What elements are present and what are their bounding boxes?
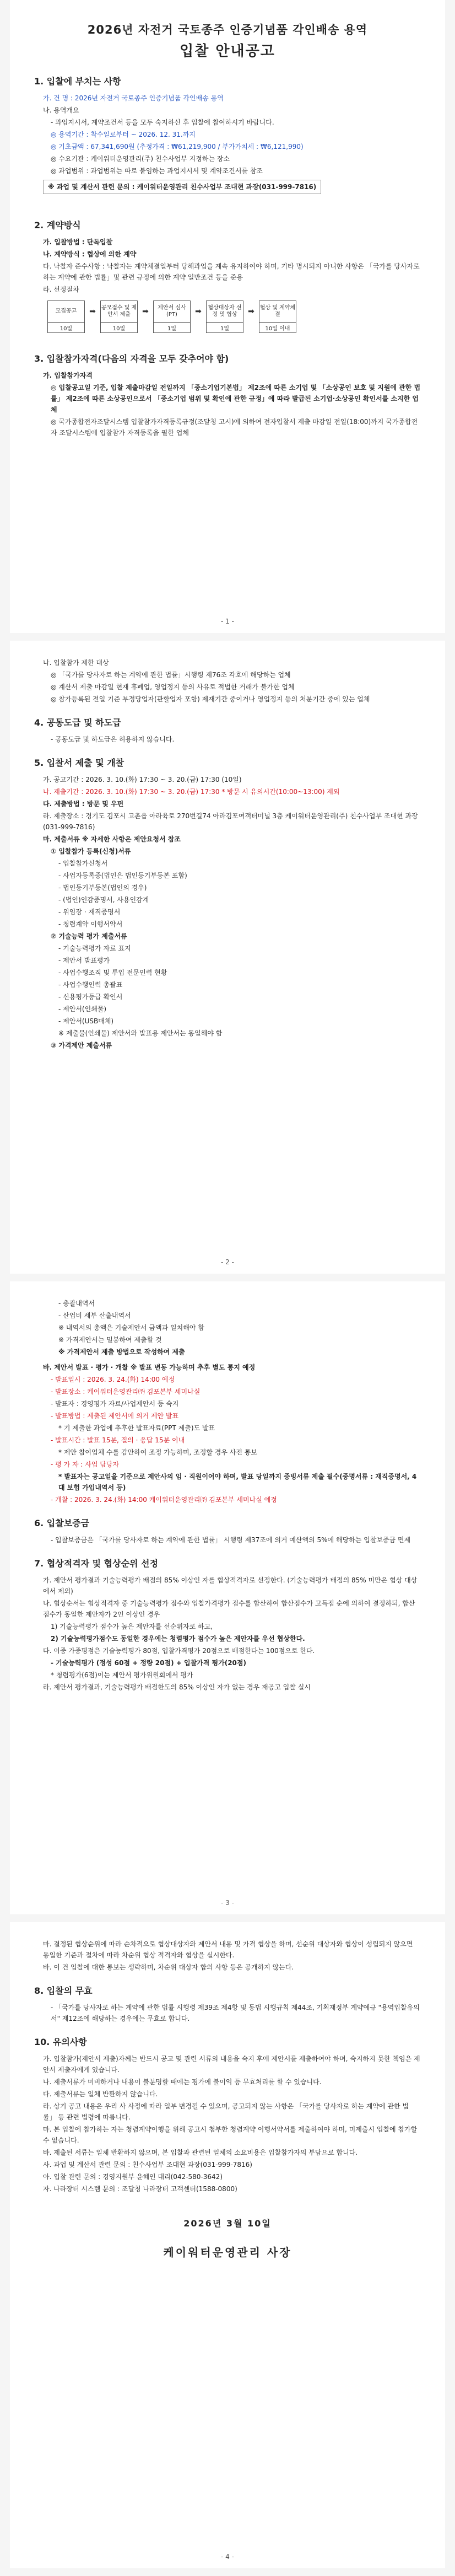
s3-item-a: 가. 입찰참가자격 [43, 372, 93, 379]
list-item: - 청렴계약 이행서약서 [58, 920, 123, 928]
section-7-heading: 7. 협상적격자 및 협상순위 선정 [34, 1558, 158, 1569]
page-number: - 2 - [221, 1258, 234, 1266]
s7-item-b2: 2) 기술능력평가점수도 동일한 경우에는 청렴평가 점수가 높은 제안자를 우선 협상한다. [51, 1635, 305, 1643]
arrow-right-icon: ➡ [248, 307, 254, 316]
s7-item-c: 다. 이중 가중평점은 기술능력평가 80점, 입찰가격평가 20점으로 배점한다는 100점으로 한다. [43, 1647, 315, 1655]
list-item: - 개찰 : 2026. 3. 24.(화) 14:00 케이워터운영관리㈜ 김포본부 세미나실 예정 [51, 1496, 277, 1504]
note-text: ※ 내역서의 총액은 기술제안서 금액과 일치해야 함 [58, 1324, 204, 1332]
document-page-3 [10, 1281, 445, 1914]
section-10-heading: 10. 유의사항 [34, 2037, 87, 2047]
s7-item-c2: * 청렴평가(6점)이는 제안서 평가위원회에서 평가 [51, 1671, 193, 1679]
section-2-heading: 2. 계약방식 [34, 220, 81, 230]
list-item: - (법인)인감증명서, 사용인감계 [58, 896, 149, 904]
s3-item-b3: ◎ 참가등록된 전일 기준 부정당업자(관할업자 포함) 제재기간 중이거나 영업정지 등의 처분기간 중에 있는 업체 [51, 695, 370, 703]
s1-item-a: 가. 건 명 : 2026년 자전거 국토종주 인증기념품 각인배송 용역 [43, 94, 224, 102]
list-item: - 발표시간 : 발표 15분, 질의 · 응답 15분 이내 [51, 1436, 185, 1444]
s1-item-b: 나. 용역개요 [43, 106, 79, 114]
selection-flowchart [47, 300, 421, 333]
document-page-4 [10, 1922, 445, 2568]
flow-step-4: 협상대상자 선정 및 협상 1일 [206, 300, 243, 333]
s5-e3-heading: ③ 가격제안 제출서류 [51, 1042, 112, 1049]
s7-item-a: 가. 제안서 평가결과 기술능력평가 배점의 85% 이상인 자를 협상적격자로 선정한다. (기술능력평가 배점의 85% 미만은 협상 대상에서 제외) [43, 1576, 418, 1595]
list-item: 가. 입찰참가(제안서 제출)자께는 반드시 공고 및 관련 서류의 내용을 숙지 후에 제안서를 제출하여야 하며, 숙지하지 못한 책임은 제안서 제출자에게 있습니다. [43, 2055, 420, 2074]
s1-item-b3: ◎ 기초금액 : 67,341,690원 (추정가격 : ₩61,219,900 / 부가가치세 : ₩6,121,990) [51, 143, 304, 151]
s7-item-d: 라. 제안서 평가결과, 기술능력평가 배점한도의 85% 이상인 자가 없는 경우 재공고 입찰 실시 [43, 1683, 311, 1691]
s2-item-c: 다. 낙찰자 준수사항 : 낙찰자는 계약체결일부터 당해과업을 계속 유지하여야 하며, 기타 명시되지 아니한 사항은 「국가를 당사자로 하는 계약에 관한 법률」및 관련 규정에 의한 계약 일반조건 등을 준용 [43, 262, 420, 281]
s7-item-c1: - 기술능력평가 (정성 60점 + 정량 20점) + 입찰가격 평가(20점) [51, 1659, 246, 1667]
s3-item-b1: ◎ 「국가를 당사자로 하는 계약에 관한 법률」시행령 제76조 각호에 해당하는 업체 [51, 671, 291, 679]
s5-item-d: 라. 제출장소 : 경기도 김포시 고촌읍 아라육로 270번길74 아라김포여객터미널 3층 케이워터운영관리(주) 친수사업부 조대현 과장(031-999-7816) [43, 812, 418, 831]
s7-item-b1: 1) 기술능력평가 점수가 높은 제안자를 선순위자로 하고, [51, 1623, 213, 1630]
issuer-name: 케이워터운영관리 사장 [163, 2246, 292, 2259]
s7-item-b: 나. 협상순서는 협상적격자 중 기술능력평가 점수와 입찰가격평가 점수를 합산하여 합산점수가 고득점 순에 의하여 결정하되, 합산점수가 동일한 제안자가 2인 이상인 경우 [43, 1600, 415, 1618]
flow-step-2: 공모접수 및 제안서 제출 10일 [100, 300, 138, 333]
list-item: 바. 제출된 서류는 일체 반환하지 않으며, 본 입찰과 관련된 일체의 소요비용은 입찰참가자의 부담으로 합니다. [43, 2149, 358, 2156]
document-subtitle: 입찰 안내공고 [180, 43, 275, 60]
s1-item-b4: ◎ 수요기관 : 케이워터운영관리(주) 친수사업부 지정하는 장소 [51, 155, 230, 163]
s7-item-f: 바. 이 건 입찰에 대한 통보는 생략하며, 차순위 대상자 합의 사항 등은 공개하지 않는다. [43, 1963, 294, 1971]
arrow-right-icon: ➡ [195, 307, 202, 316]
document-page-2 [10, 641, 445, 1274]
list-item: * 기 제출한 과업에 추후한 발표자료(PPT 제출)도 발표 [58, 1424, 215, 1432]
note-text: ※ 제출물(인쇄물) 제안서와 발표용 제안서는 동일해야 함 [58, 1029, 223, 1037]
s8-item-a: - 「국가를 당사자로 하는 계약에 관한 법률 시행령 제39조 제4항 및 동법 시행규칙 제44조, 기획재정부 계약예규 "용역입찰유의서" 제12조에 해당하는 경우에는 무효로 합니다. [51, 2004, 420, 2022]
s3-item-b2: ◎ 계산서 제출 마감일 현재 휴폐업, 영업정지 등의 사유로 적법한 거래가 불가한 업체 [51, 683, 295, 691]
list-item: - 발표장소 : 케이워터운영관리㈜ 김포본부 세미나실 [51, 1388, 201, 1396]
page-number: - 3 - [221, 1899, 234, 1907]
list-item: 사. 과업 및 계산서 관련 문의 : 친수사업부 조대현 과장(031-999-7816) [43, 2161, 252, 2169]
section-8-heading: 8. 입찰의 무효 [34, 1985, 93, 1996]
section-1-heading: 1. 입찰에 부치는 사항 [34, 76, 121, 87]
list-item: - 제안서(인쇄물) [58, 1005, 107, 1013]
s5-item-e: 마. 제출서류 ※ 자세한 사항은 제안요청서 참조 [43, 835, 181, 843]
section-6-heading: 6. 입찰보증금 [34, 1518, 90, 1528]
list-item: - 입찰참가신청서 [58, 860, 108, 867]
list-item: - 발표자 : 경영평가 자료/사업제안서 등 숙지 [51, 1400, 179, 1408]
list-item: - 총괄내역서 [58, 1300, 95, 1307]
s5-item-a: 가. 공고기간 : 2026. 3. 10.(화) 17:30 ~ 3. 20.(금) 17:30 (10일) [43, 776, 242, 783]
arrow-right-icon: ➡ [89, 307, 96, 316]
s7-item-e: 마. 결정된 협상순위에 따라 순차적으로 협상대상자와 제안서 내용 및 가격 협상을 하며, 선순위 대상자와 협상이 성립되지 않으면 동일한 기준과 절차에 따라 차순위 협상 적격자와 협상을 실시한다. [43, 1940, 413, 1959]
list-item: 아. 입찰 관련 문의 : 경영지원부 윤혜인 대리(042-580-3642) [43, 2173, 223, 2181]
note-text: ※ 가격제안서 제출 방법으로 작성하여 제출 [58, 1348, 185, 1356]
list-item: - 제안서 발표평가 [58, 957, 110, 964]
announcement-date: 2026년 3월 10일 [183, 2218, 272, 2229]
list-item: - 산업비 세부 산출내역서 [58, 1312, 131, 1319]
s2-item-a: 가. 입찰방법 : 단독입찰 [43, 238, 113, 246]
list-item: - 발표방법 : 제출된 제안서에 의거 제안 발표 [51, 1412, 179, 1420]
list-item: 라. 상기 공고 내용은 우리 사 사정에 따라 일부 변경될 수 있으며, 공고되지 않는 사항은 「국가를 당사자로 하는 계약에 관한 법률」 등 관련 법령에 따릅니다. [43, 2102, 409, 2121]
s3-item-b: 나. 입찰참가 제한 대상 [43, 659, 109, 667]
list-item: - 법인등기부등본(법인의 경우) [58, 884, 147, 892]
list-item: - 발표일시 : 2026. 3. 24.(화) 14:00 예정 [51, 1376, 175, 1383]
s1-item-b5: ◎ 과업범위 : 과업범위는 따로 붙임하는 과업지시서 및 계약조건서를 참조 [51, 167, 263, 175]
list-item: 다. 제출서류는 일체 반환하지 않습니다. [43, 2090, 158, 2098]
list-item: - 사업수행인력 총괄표 [58, 981, 123, 989]
s5-e1-heading: ① 입찰참가 등록(신청)서류 [51, 847, 131, 855]
section-5-heading: 5. 입찰서 제출 및 개찰 [34, 758, 124, 768]
list-item: * 발표자는 공고일을 기준으로 제안사의 임 · 직원이어야 하며, 발표 당일까지 증빙서류 제출 필수(중명서류 : 재직증명서, 4대 보험 가입내역서 등) [58, 1473, 417, 1491]
note-text: ※ 가격제안서는 밀봉하여 제출할 것 [58, 1336, 162, 1344]
list-item: - 신용평가등급 확인서 [58, 993, 123, 1001]
document-page-1 [10, 0, 445, 633]
s3-item-a2: ◎ 국가종합전자조달시스템 입찰참가자격등록규정(조달청 고시)에 의하여 전자입찰서 제출 마감일 전일(18:00)까지 국가종합전자 조달시스템에 입찰참가 자격등록을 필한 업체 [51, 418, 418, 437]
s1-contact-box: ※ 과업 및 계산서 관련 문의 : 케이워터운영관리 친수사업부 조대현 과장(031-999-7816) [43, 180, 321, 194]
s1-item-b1: - 과업지시서, 계약조건서 등을 모두 숙지하신 후 입찰에 참여하시기 바랍니다. [51, 119, 274, 126]
list-item: - 위임장 · 재직증명서 [58, 908, 121, 916]
list-item: - 사업자등록증(법인은 법인등기부등본 포함) [58, 872, 187, 879]
section-3-heading: 3. 입찰참가자격(다음의 자격을 모두 갖추어야 함) [34, 353, 229, 364]
flow-step-1: 모집공고 10일 [47, 300, 85, 333]
arrow-right-icon: ➡ [142, 307, 149, 316]
s5-item-b: 나. 제출기간 : 2026. 3. 10.(화) 17:30 ~ 3. 20.(금) 17:30 * 방문 시 유의시간(10:00~13:00) 제외 [43, 788, 340, 796]
list-item: - 사업수행조직 및 투입 전문인력 현황 [58, 969, 167, 976]
s2-item-d: 라. 선정절차 [43, 286, 79, 293]
list-item: 자. 나라장터 시스템 문의 : 조달청 나라장터 고객센터(1588-0800) [43, 2185, 237, 2193]
list-item: * 제안 참여업체 수를 감안하여 조정 가능하며, 조정할 경우 사전 통보 [58, 1448, 257, 1456]
section-4-heading: 4. 공동도급 및 하도급 [34, 717, 121, 728]
s5-e2-heading: ② 기술능력 평가 제출서류 [51, 932, 127, 940]
flow-step-3: 제안서 심사 (PT) 1일 [153, 300, 191, 333]
page-number: - 1 - [221, 618, 234, 625]
list-item: - 기술능력평가 자료 표지 [58, 944, 131, 952]
list-item: 나. 제출서류가 미비하거나 내용이 불분명할 때에는 평가에 불이익 등 무효처리를 할 수 있습니다. [43, 2078, 322, 2086]
s1-item-b2: ◎ 용역기간 : 착수일로부터 ~ 2026. 12. 31.까지 [51, 131, 196, 138]
s4-item-a: - 공동도급 및 하도급은 허용하지 않습니다. [51, 736, 175, 743]
s5-item-f: 바. 제안서 발표 · 평가 · 개찰 ※ 발표 변동 가능하며 추후 별도 통지 예정 [43, 1364, 256, 1371]
page-number: - 4 - [221, 2553, 234, 2561]
list-item: 마. 본 입찰에 참가하는 자는 청렴계약이행을 위해 공고시 첨부한 청렴계약 이행서약서를 제출하여야 하며, 미제출시 입찰에 참가할 수 없습니다. [43, 2126, 418, 2144]
s3-item-a1: ◎ 입찰공고일 기준, 입찰 제출마감일 전일까지 「중소기업기본법」 제2조에 따른 소기업 및 「소상공인 보호 및 지원에 관한 법률」 제2조에 따른 소상공인으로서 「중소기업 범위 및 확인에 관한 규정」에 따라 발급된 소기업·소상공인 확인서를 소지한 업체 [51, 384, 421, 414]
list-item: - 평 가 자 : 사업 담당자 [51, 1461, 119, 1468]
list-item: - 제안서(USB매체) [58, 1017, 114, 1025]
s5-item-c: 다. 제출방법 : 방문 및 우편 [43, 800, 124, 808]
s2-item-b: 나. 계약방식 : 협상에 의한 계약 [43, 250, 137, 258]
flow-step-5: 협상 및 계약체결 10일 이내 [259, 300, 296, 333]
document-title: 2026년 자전거 국토종주 인증기념품 각인배송 용역 [87, 23, 368, 36]
s6-item-a: - 입찰보증금은 「국가를 당사자로 하는 계약에 관한 법률」 시행령 제37조에 의거 예산액의 5%에 해당하는 입찰보증금 면제 [51, 1536, 411, 1544]
